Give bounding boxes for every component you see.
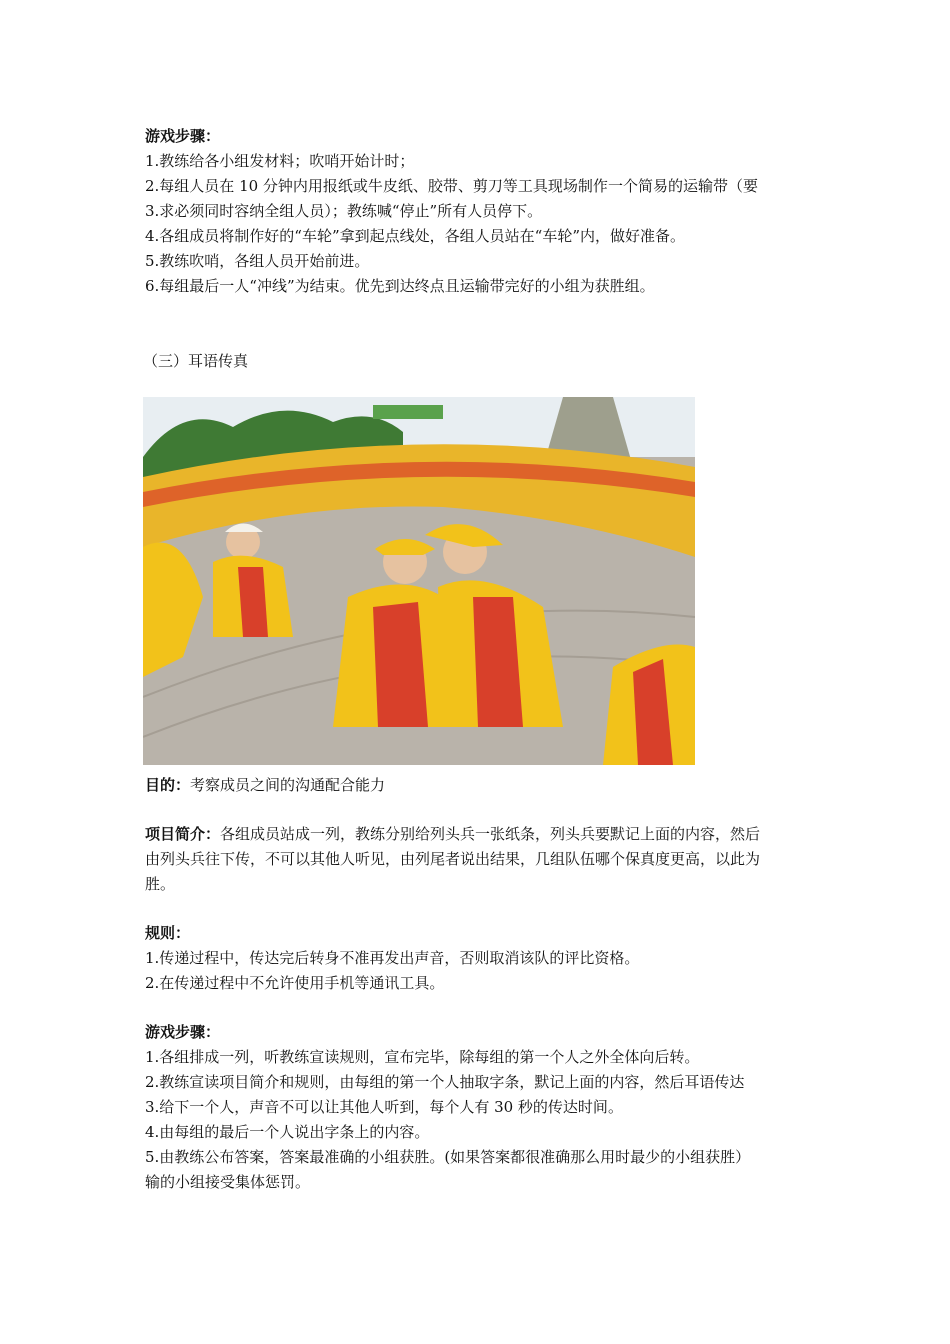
steps-heading: 游戏步骤： [145, 127, 221, 145]
section-title: （三）耳语传真 [143, 352, 249, 370]
step-line: 1.各组排成一列，听教练宣读规则，宣布完毕，除每组的第一个人之外全体向后转。 [145, 1048, 700, 1066]
group-activity-photo [143, 397, 695, 765]
step-line: 2.教练宣读项目简介和规则，由每组的第一个人抽取字条，默记上面的内容，然后耳语传达 [145, 1073, 745, 1091]
intro-line: 胜。 [145, 875, 176, 893]
step-line: 5.教练吹哨，各组人员开始前进。 [145, 252, 370, 270]
step-line: 2.每组人员在 10 分钟内用报纸或牛皮纸、胶带、剪刀等工具现场制作一个简易的运输带（要 [145, 177, 758, 195]
step-line: 3.求必须同时容纳全组人员）；教练喊“停止”所有人员停下。 [145, 202, 543, 220]
step-line: 3.给下一个人，声音不可以让其他人听到，每个人有 30 秒的传达时间。 [145, 1098, 623, 1116]
purpose-text: 考察成员之间的沟通配合能力 [190, 776, 386, 794]
intro-text: 各组成员站成一列，教练分别给列头兵一张纸条，列头兵要默记上面的内容，然后 [220, 825, 761, 843]
intro-label: 项目简介： [145, 825, 221, 843]
purpose-label: 目的： [145, 776, 191, 794]
step-line: 1.教练给各小组发材料；吹哨开始计时； [145, 152, 415, 170]
step-line: 5.由教练公布答案，答案最准确的小组获胜。(如果答案都很准确那么用时最少的小组获胜） [145, 1148, 751, 1166]
intro-line: 由列头兵往下传，不可以其他人听见，由列尾者说出结果，几组队伍哪个保真度更高，以此为 [145, 850, 761, 868]
intro-line [145, 824, 760, 844]
step-line: 输的小组接受集体惩罚。 [145, 1173, 311, 1191]
purpose-line [145, 775, 385, 795]
step-line: 4.各组成员将制作好的“车轮”拿到起点线处，各组人员站在“车轮”内，做好准备。 [145, 227, 685, 245]
step-line: 6.每组最后一人“冲线”为结束。优先到达终点且运输带完好的小组为获胜组。 [145, 277, 655, 295]
rules-heading: 规则： [145, 924, 191, 942]
steps-heading: 游戏步骤： [145, 1023, 221, 1041]
rule-line: 2.在传递过程中不允许使用手机等通讯工具。 [145, 974, 445, 992]
step-line: 4.由每组的最后一个人说出字条上的内容。 [145, 1123, 430, 1141]
rule-line: 1.传递过程中，传达完后转身不准再发出声音，否则取消该队的评比资格。 [145, 949, 640, 967]
